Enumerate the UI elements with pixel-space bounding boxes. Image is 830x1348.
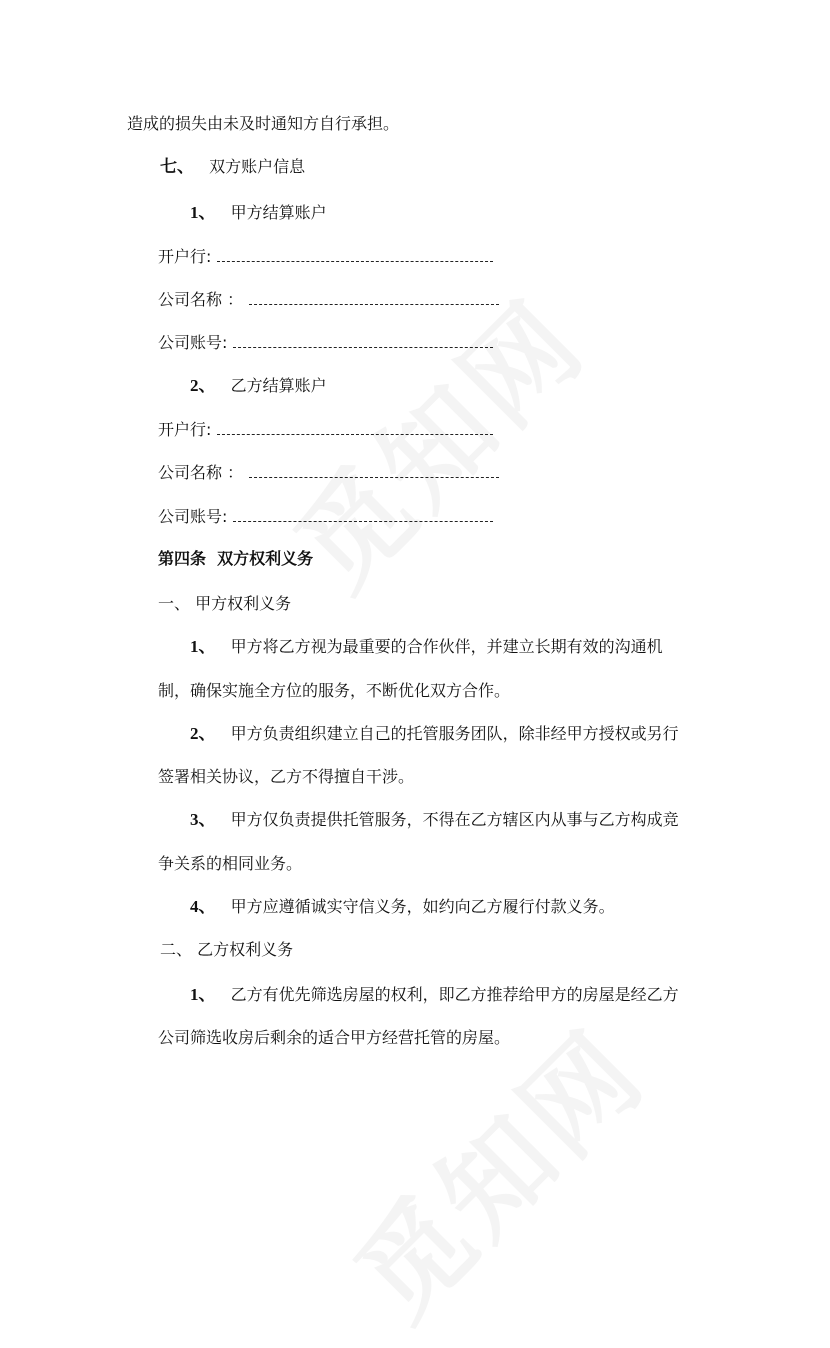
section-title: 双方账户信息 xyxy=(209,157,306,176)
fill-in-blank xyxy=(249,463,499,478)
clause-text: 乙方有优先筛选房屋的权利，即乙方推荐给甲方的房屋是经乙方 xyxy=(230,985,679,1004)
clause-b1-continued xyxy=(158,1028,510,1048)
field-label: 公司账号: xyxy=(158,333,228,352)
clause-text: 制，确保实施全方位的服务，不断优化双方合作。 xyxy=(158,681,511,700)
fill-in-blank xyxy=(233,333,493,348)
item-number: 1、 xyxy=(190,203,216,222)
field-label: 公司账号: xyxy=(158,507,228,526)
item-title: 甲方结算账户 xyxy=(230,203,327,222)
fill-in-blank xyxy=(217,420,493,435)
fill-in-blank xyxy=(249,290,499,305)
text-line xyxy=(127,114,399,134)
clause-text: 争关系的相同业务。 xyxy=(158,854,303,873)
item-number: 2、 xyxy=(190,724,216,743)
subsection-heading-1 xyxy=(190,203,327,223)
article-heading xyxy=(158,549,313,569)
item-number: 1、 xyxy=(190,985,216,1004)
clause-b1 xyxy=(190,985,679,1005)
item-number: 4、 xyxy=(190,897,216,916)
clause-text: 公司筛选收房后剩余的适合甲方经营托管的房屋。 xyxy=(158,1028,511,1047)
item-number: 3、 xyxy=(190,810,216,829)
section-number: 七、 xyxy=(160,157,194,176)
party-a-heading xyxy=(158,594,291,614)
company-account-field xyxy=(158,333,493,353)
clause-3-continued xyxy=(158,854,302,874)
clause-text: 甲方将乙方视为最重要的合作伙伴，并建立长期有效的沟通机 xyxy=(230,637,663,656)
fill-in-blank xyxy=(217,247,493,262)
company-account-field xyxy=(158,507,493,527)
section-title: 二、 乙方权利义务 xyxy=(160,940,294,959)
clause-3 xyxy=(190,810,679,830)
item-title: 乙方结算账户 xyxy=(230,376,327,395)
company-name-field xyxy=(158,463,499,483)
text-content: 造成的损失由未及时通知方自行承担。 xyxy=(127,114,400,133)
clause-text: 甲方应遵循诚实守信义务，如约向乙方履行付款义务。 xyxy=(230,897,615,916)
item-number: 1、 xyxy=(190,637,216,656)
clause-text: 签署相关协议，乙方不得擅自干涉。 xyxy=(158,767,415,786)
clause-text: 甲方仅负责提供托管服务，不得在乙方辖区内从事与乙方构成竞 xyxy=(230,810,679,829)
bank-field xyxy=(158,420,493,440)
section-title: 一、 甲方权利义务 xyxy=(158,594,292,613)
clause-text: 甲方负责组织建立自己的托管服务团队，除非经甲方授权或另行 xyxy=(230,724,679,743)
company-name-field xyxy=(158,290,499,310)
clause-2-continued xyxy=(158,767,414,787)
clause-1 xyxy=(190,637,663,657)
party-b-heading xyxy=(160,940,293,960)
field-label: 公司名称 ： xyxy=(158,463,244,482)
article-title: 第四条 双方权利义务 xyxy=(158,549,314,568)
field-label: 开户行: xyxy=(158,420,212,439)
clause-2 xyxy=(190,724,679,744)
clause-1-continued xyxy=(158,681,510,701)
fill-in-blank xyxy=(233,507,493,522)
bank-field xyxy=(158,247,493,267)
section-heading-7 xyxy=(160,157,305,177)
clause-4 xyxy=(190,897,615,917)
field-label: 开户行: xyxy=(158,247,212,266)
subsection-heading-2 xyxy=(190,376,327,396)
field-label: 公司名称 ： xyxy=(158,290,244,309)
item-number: 2、 xyxy=(190,376,216,395)
